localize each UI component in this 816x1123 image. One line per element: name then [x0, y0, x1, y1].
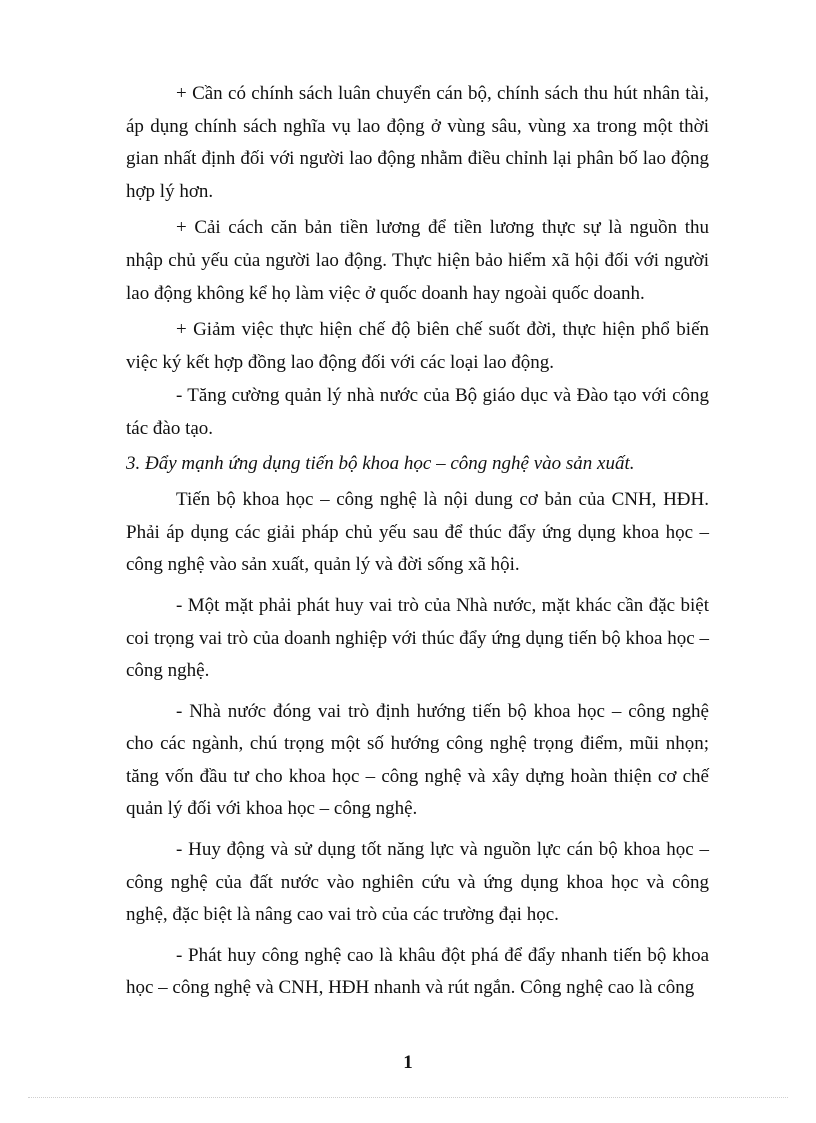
page-number: 1 — [403, 1052, 413, 1073]
paragraph-high-technology: - Phát huy công nghệ cao là khâu đột phá để đẩy nhanh tiến bộ khoa học – công nghệ và CNH, HĐH nhanh và rút ngắn. Công nghệ cao là công — [126, 944, 709, 999]
paragraph-state-and-enterprise-role: - Một mặt phải phát huy vai trò của Nhà nước, mặt khác cần đặc biệt coi trọng vai trò của doanh nghiệp với thúc đẩy ứng dụng tiến bộ khoa học – công nghệ. — [126, 594, 709, 682]
paragraph-mobilize-scientists: - Huy động và sử dụng tốt năng lực và nguồn lực cán bộ khoa học – công nghệ của đất nước vào nghiên cứu và ứng dụng khoa học và công nghệ, đặc biệt là nâng cao vai trò của các trường đại học. — [126, 839, 709, 926]
page-bottom-divider — [28, 1097, 788, 1098]
paragraph-staff-rotation-policy: + Cần có chính sách luân chuyển cán bộ, chính sách thu hút nhân tài, áp dụng chính sách nghĩa vụ lao động ở vùng sâu, vùng xa trong một thời gian nhất định đối với người lao động nhằm điều chỉnh lại phân bố lao động hợp lý hơn. — [126, 83, 709, 202]
paragraph-tech-progress-intro: Tiến bộ khoa học – công nghệ là nội dung cơ bản của CNH, HĐH. Phải áp dụng các giải pháp chủ yếu sau để thúc đẩy ứng dụng khoa học – công nghệ vào sản xuất, quản lý và đời sống xã hội. — [126, 489, 709, 576]
paragraph-labor-contracts: + Giảm việc thực hiện chế độ biên chế suốt đời, thực hiện phổ biến việc ký kết hợp đồng lao động đối với các loại lao động. — [126, 319, 709, 373]
paragraph-education-management: - Tăng cường quản lý nhà nước của Bộ giáo dục và Đào tạo với công tác đào tạo. — [126, 385, 709, 439]
paragraph-salary-reform: + Cải cách căn bản tiền lương để tiền lương thực sự là nguồn thu nhập chủ yếu của người lao động. Thực hiện bảo hiểm xã hội đối với người lao động không kể họ làm việc ở quốc doanh hay ngoài quốc doanh. — [126, 217, 709, 304]
page-body — [126, 78, 709, 1005]
section-heading: 3. Đẩy mạnh ứng dụng tiến bộ khoa học – công nghệ vào sản xuất. — [126, 452, 635, 474]
paragraph-state-orientation: - Nhà nước đóng vai trò định hướng tiến bộ khoa học – công nghệ cho các ngành, chú trọng một số hướng công nghệ trọng điểm, mũi nhọn; tăng vốn đầu tư cho khoa học – công nghệ và xây dựng hoàn thiện cơ chế quản lý đối với khoa học – công nghệ. — [126, 700, 709, 820]
